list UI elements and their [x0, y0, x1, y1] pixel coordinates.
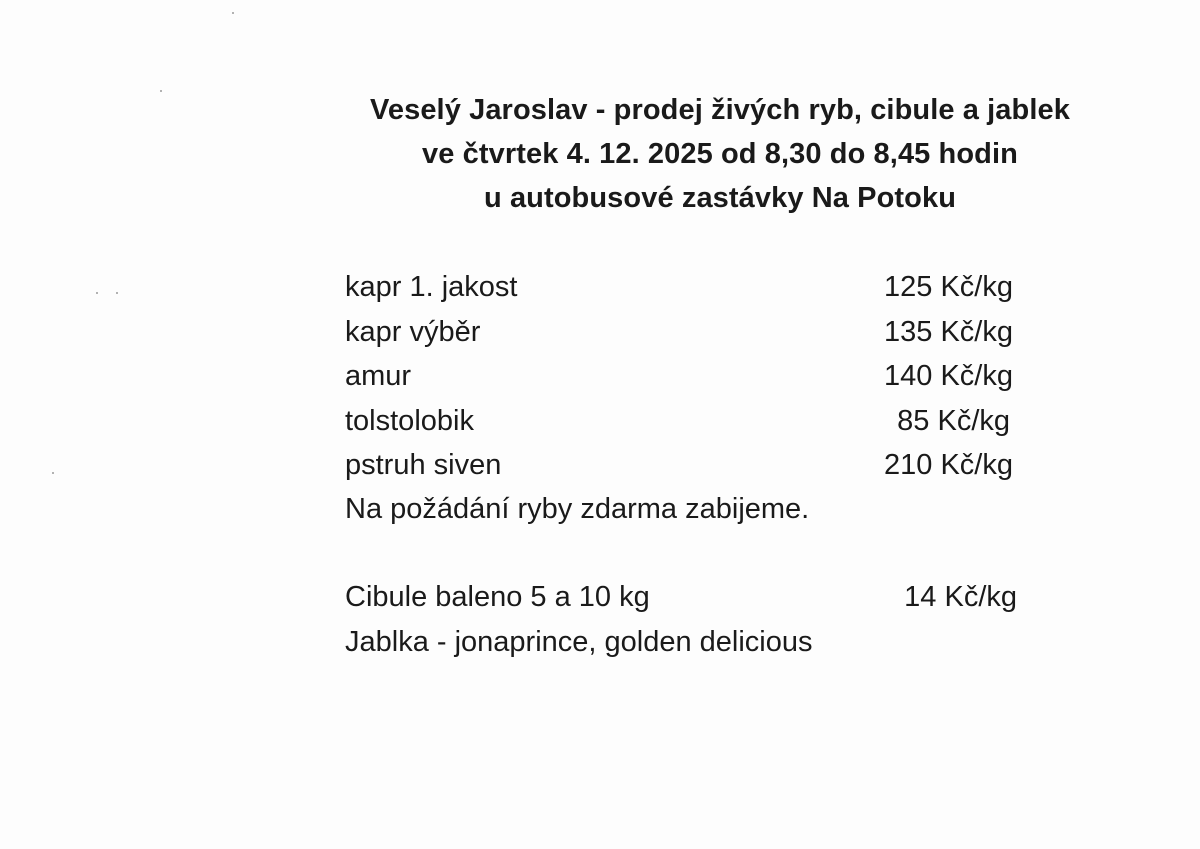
- item-name: kapr výběr: [345, 315, 481, 348]
- item-name: kapr 1. jakost: [345, 271, 518, 303]
- item-price: 140 Kč/kg: [884, 360, 1013, 392]
- item-name: Jablka - jonaprince, golden delicious: [345, 625, 813, 658]
- item-price: 135 Kč/kg: [884, 315, 1013, 348]
- heading-line-seller: Veselý Jaroslav - prodej živých ryb, cibule a jablek: [370, 94, 1070, 126]
- price-row: [345, 310, 1045, 355]
- item-price: 125 Kč/kg: [884, 271, 1013, 303]
- price-row: [345, 575, 1045, 620]
- price-row: [345, 620, 1045, 665]
- price-row: [345, 354, 1045, 399]
- item-price: 14 Kč/kg: [904, 581, 1017, 613]
- notice-heading: [310, 88, 1130, 220]
- item-name: Cibule baleno 5 a 10 kg: [345, 581, 650, 613]
- item-price: 85 Kč/kg: [897, 404, 1010, 437]
- price-row: [345, 443, 1045, 488]
- scan-speck: [160, 90, 162, 92]
- scan-speck: [52, 472, 54, 474]
- scan-speck: [232, 12, 234, 14]
- item-name: pstruh siven: [345, 449, 502, 481]
- item-price: 210 Kč/kg: [884, 449, 1013, 481]
- heading-line-location: u autobusové zastávky Na Potoku: [483, 182, 957, 214]
- price-row: [345, 399, 1045, 444]
- fish-price-list: [345, 265, 1045, 488]
- scan-speck: [116, 292, 118, 294]
- item-name: amur: [345, 360, 412, 392]
- extra-price-list: [345, 575, 1045, 664]
- heading-line-date: ve čtvrtek 4. 12. 2025 od 8,30 do 8,45 hodin: [422, 138, 1018, 170]
- item-name: tolstolobik: [345, 404, 474, 437]
- scan-speck: [96, 292, 98, 294]
- price-row: [345, 265, 1045, 310]
- slaughter-note: Na požádání ryby zdarma zabijeme.: [345, 493, 810, 525]
